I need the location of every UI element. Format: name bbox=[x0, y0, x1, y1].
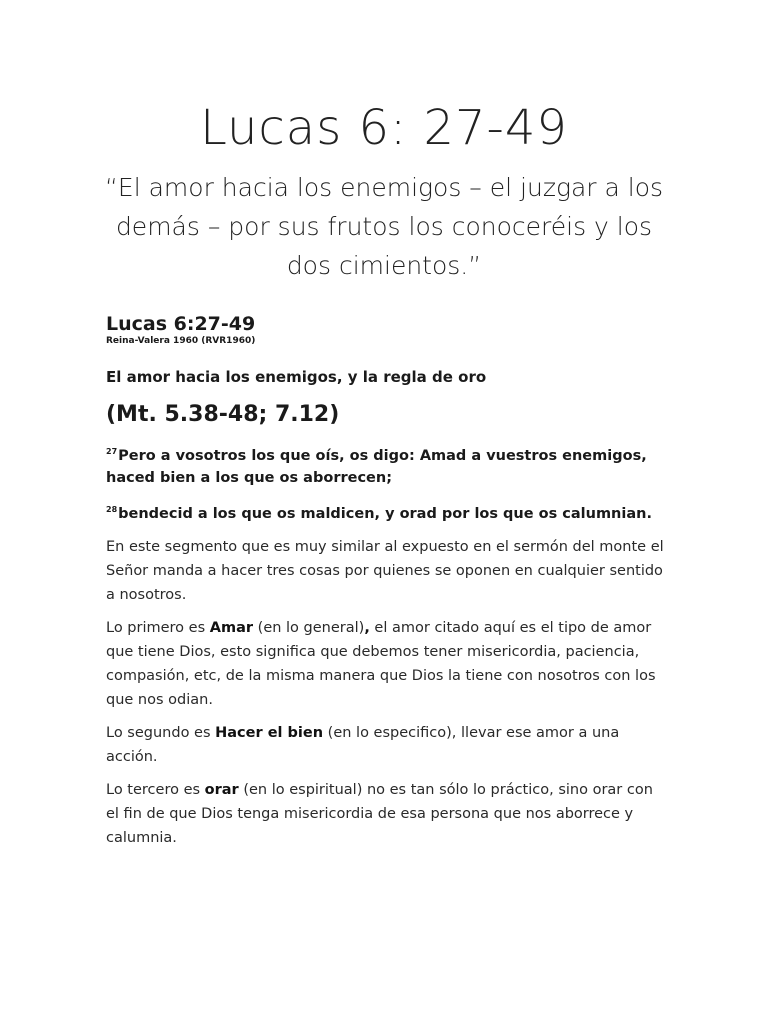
verse-text: Pero a vosotros los que oís, os digo: Amad a vuestros enemigos, haced bien a los que os aborrecen; bbox=[106, 448, 647, 486]
document-title: Lucas 6: 27-49 bbox=[200, 100, 568, 156]
p1-keyword: Amar bbox=[209, 620, 254, 636]
p1-after: el amor citado aquí es el tipo de amor que tiene Dios, esto significa que debemos tener misericordia, paciencia, compasión, etc, de la misma manera que Dios la tiene con nosotros con los que nos odian. bbox=[106, 620, 656, 708]
verse-number: 28 bbox=[106, 505, 118, 514]
parallel-reference: (Mt. 5.38-48; 7.12) bbox=[106, 402, 340, 427]
p1-before: Lo primero es bbox=[106, 620, 210, 636]
p1-comma: , bbox=[364, 620, 370, 636]
p2-before: Lo segundo es bbox=[106, 725, 216, 741]
bible-version: Reina-Valera 1960 (RVR1960) bbox=[106, 336, 256, 346]
section-heading: El amor hacia los enemigos, y la regla de oro bbox=[106, 368, 487, 386]
verse-27 bbox=[106, 441, 666, 489]
commentary-paragraph-3 bbox=[106, 778, 666, 850]
commentary-intro: En este segmento que es muy similar al expuesto en el sermón del monte el Señor manda a hacer tres cosas por quienes se oponen en cualquier sentido a nosotros. bbox=[106, 539, 664, 603]
p1-middle: (en lo general) bbox=[253, 620, 365, 636]
commentary-paragraph-1 bbox=[106, 616, 666, 712]
reference-title: Lucas 6:27-49 bbox=[106, 313, 256, 335]
p2-keyword: Hacer el bien bbox=[215, 725, 324, 741]
document-body bbox=[106, 312, 666, 859]
p3-keyword: orar bbox=[204, 782, 239, 798]
p3-after: (en lo espiritual) no es tan sólo lo práctico, sino orar con el fin de que Dios tenga misericordia de esa persona que nos aborrece y calumnia. bbox=[106, 782, 653, 846]
verse-28 bbox=[106, 499, 666, 525]
verse-text: bendecid a los que os maldicen, y orad por los que os calumnian. bbox=[118, 506, 652, 522]
p2-after: (en lo especifico), llevar ese amor a una acción. bbox=[106, 725, 620, 765]
verse-number: 27 bbox=[106, 447, 118, 456]
commentary-paragraph-2 bbox=[106, 721, 666, 769]
p3-before: Lo tercero es bbox=[106, 782, 205, 798]
document-subtitle: “El amor hacia los enemigos – el juzgar a los demás – por sus frutos los conoceréis y los dos cimientos.” bbox=[104, 173, 664, 280]
